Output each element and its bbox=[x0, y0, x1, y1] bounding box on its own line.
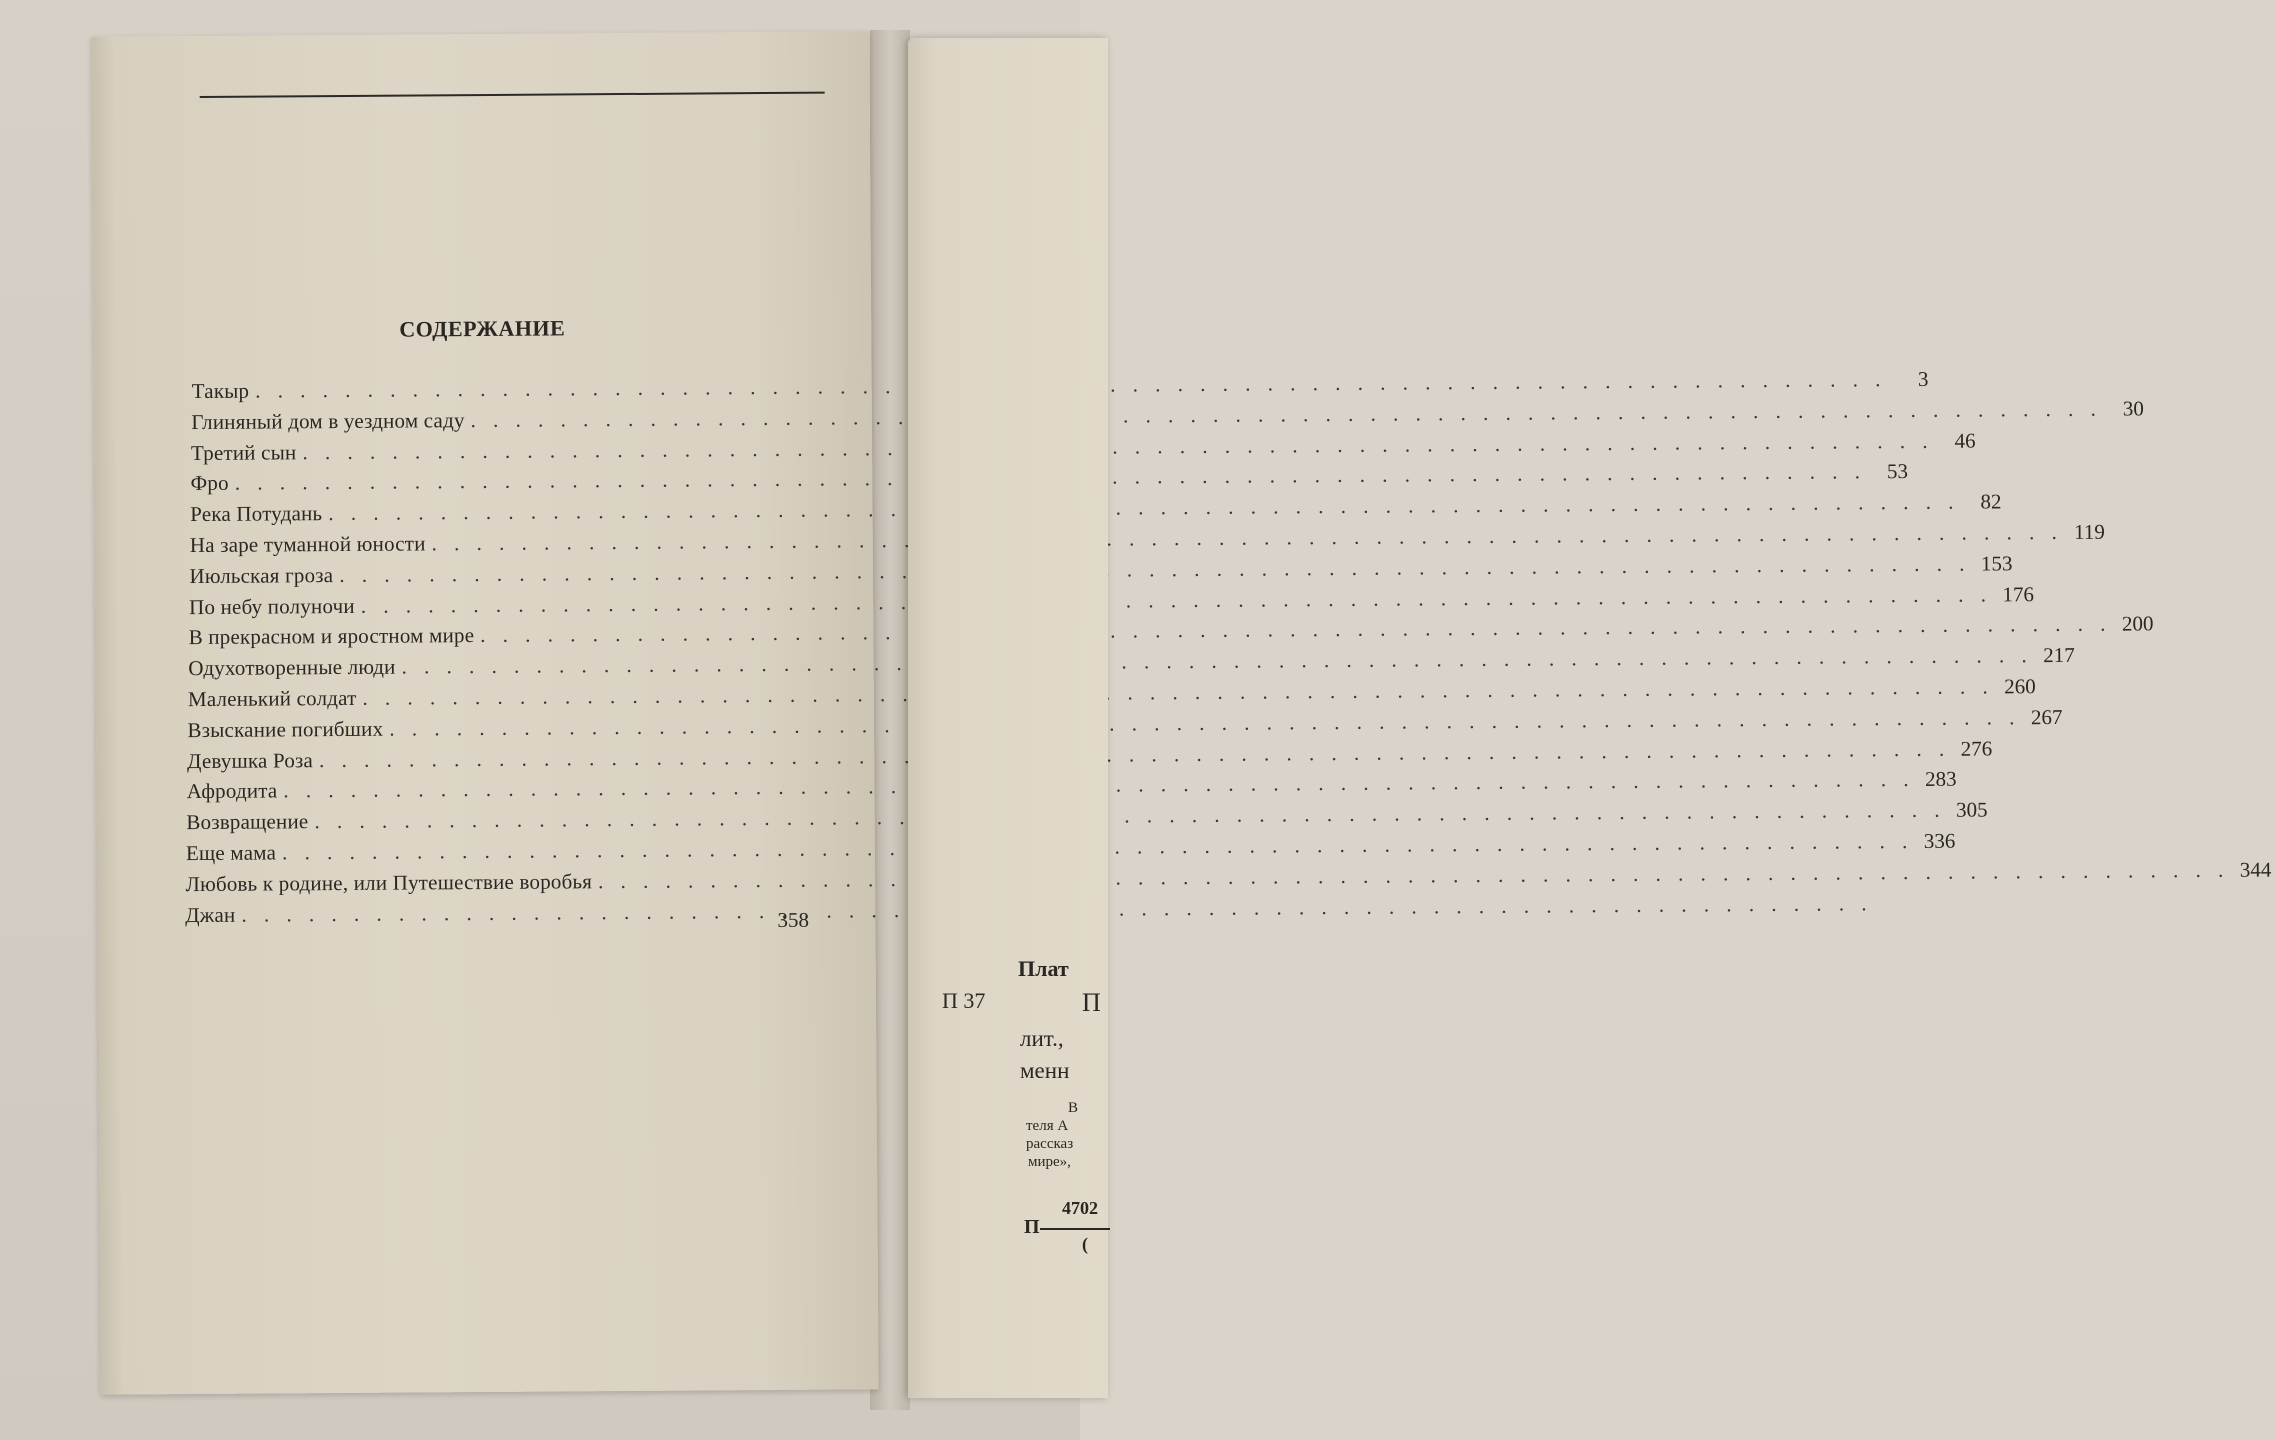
entry-page-number: 217 bbox=[2043, 643, 2075, 668]
contents-entry bbox=[185, 857, 2272, 899]
contents-entry bbox=[191, 396, 2144, 437]
contents-entry bbox=[188, 581, 2035, 622]
contents-entry bbox=[187, 704, 2063, 745]
entry-title: Возвращение bbox=[186, 809, 309, 835]
entry-page-number: 336 bbox=[1923, 828, 1956, 853]
entry-title: В прекрасном и яростном мире bbox=[188, 623, 475, 650]
imprint-author: Плат bbox=[1018, 956, 1069, 981]
imprint-title-letter: П bbox=[1082, 988, 1101, 1017]
imprint-small-1: В bbox=[1068, 1100, 1079, 1116]
entry-page-number: 82 bbox=[1980, 489, 2002, 514]
contents-heading: СОДЕРЖАНИЕ bbox=[399, 315, 566, 342]
entry-page-number: 30 bbox=[2122, 396, 2144, 421]
entry-page-number: 344 bbox=[2239, 857, 2272, 882]
contents-entry bbox=[190, 459, 1909, 499]
entry-page-number: 200 bbox=[2121, 611, 2154, 636]
top-rule bbox=[200, 92, 825, 98]
imprint-code: П 37 bbox=[942, 988, 986, 1013]
contents-entry bbox=[185, 828, 1956, 869]
contents-entry bbox=[187, 674, 2036, 715]
entry-title: Маленький солдат bbox=[187, 685, 357, 712]
entry-title: Такыр bbox=[191, 378, 250, 404]
entry-title: Река Потудань bbox=[190, 501, 323, 527]
entry-title: Афродита bbox=[186, 778, 278, 804]
contents-list bbox=[184, 366, 2272, 931]
entry-title: На заре туманной юности bbox=[189, 531, 426, 558]
imprint-index-denominator: ( bbox=[1082, 1234, 1088, 1254]
entry-page-number: 3 bbox=[1917, 366, 1929, 391]
contents-entry bbox=[186, 767, 1957, 807]
entry-title: Взыскание погибших bbox=[187, 716, 384, 742]
entry-page-number: 46 bbox=[1954, 428, 1976, 453]
contents-entry bbox=[188, 611, 2154, 653]
entry-page-number: 283 bbox=[1925, 767, 1957, 792]
imprint-line-1: лит., bbox=[1020, 1026, 1064, 1051]
entry-title: Фро bbox=[190, 471, 229, 496]
entry-title: Еще мама bbox=[185, 840, 277, 866]
entry-title: Одухотворенные люди bbox=[188, 654, 396, 681]
entry-title: Любовь к родине, или Путешествие воробья bbox=[185, 869, 593, 896]
imprint-index-number: 4702 bbox=[1062, 1198, 1098, 1218]
contents-entry bbox=[191, 366, 1929, 407]
contents-entry bbox=[188, 643, 2075, 684]
contents-entry bbox=[186, 797, 1988, 838]
entry-title: Джан bbox=[185, 902, 236, 927]
contents-entry bbox=[185, 895, 827, 930]
last-page-number: 358 bbox=[777, 907, 810, 932]
entry-title: По небу полуночи bbox=[188, 593, 355, 619]
entry-page-number: 267 bbox=[2030, 704, 2063, 729]
right-page bbox=[908, 38, 1108, 1398]
contents-entry bbox=[187, 736, 1993, 776]
contents-entry bbox=[189, 551, 2013, 591]
entry-page-number: 153 bbox=[1980, 551, 2013, 576]
imprint-small-4: мире», bbox=[1028, 1154, 1071, 1170]
entry-title: Июльская гроза bbox=[189, 562, 334, 588]
entry-title: Девушка Роза bbox=[187, 747, 314, 773]
entry-page-number: 276 bbox=[1960, 736, 1993, 761]
imprint-block bbox=[908, 38, 1108, 1398]
imprint-index-bar bbox=[1040, 1228, 1110, 1230]
contents-entry bbox=[190, 428, 1976, 468]
entry-page-number: 119 bbox=[2073, 519, 2105, 544]
entry-page-number: 305 bbox=[1956, 797, 1988, 822]
imprint-small-2: теля А bbox=[1026, 1118, 1069, 1134]
entry-page-number: 176 bbox=[2002, 581, 2035, 606]
entry-page-number: 260 bbox=[2004, 674, 2036, 699]
imprint-index-letter: П bbox=[1024, 1216, 1040, 1238]
entry-title: Третий сын bbox=[190, 439, 297, 465]
contents-entry bbox=[189, 519, 2105, 561]
imprint-small-3: рассказ bbox=[1026, 1136, 1074, 1152]
imprint-line-2: менн bbox=[1020, 1058, 1070, 1083]
entry-title: Глиняный дом в уездном саду bbox=[191, 407, 465, 434]
entry-page-number: 53 bbox=[1886, 459, 1909, 484]
contents-entry bbox=[190, 489, 2002, 530]
